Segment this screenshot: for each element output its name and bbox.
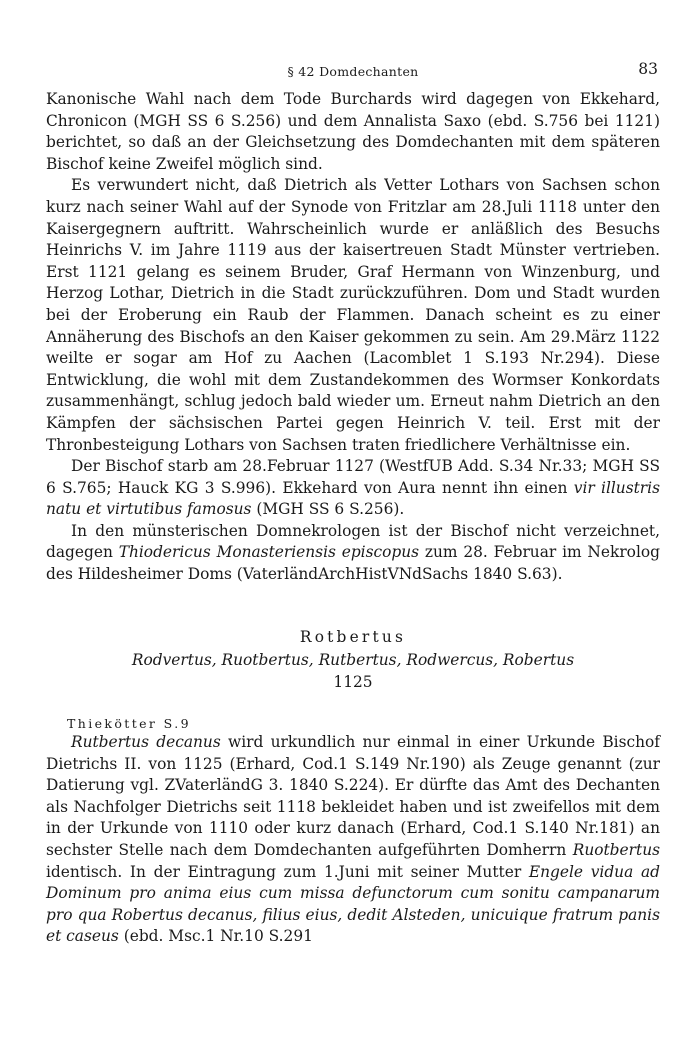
paragraph: [46, 521, 660, 586]
paragraph: [46, 89, 660, 175]
paragraph: [46, 456, 660, 521]
literature-citation: Thiekötter S.9: [67, 716, 191, 731]
section-body-text: [46, 732, 660, 948]
text-run: wird urkundlich nur einmal in einer Urkunde Bischof Dietrichs II. von 1125 (Erhard, Cod.1 S.149 Nr.190) als Zeuge genannt (zur Datierung vgl. ZVaterländG 3. 1840 S.224). Er dürfte das Amt des Dechanten als Nachfolger Dietrichs seit 1118 bekleidet haben und ist zweifellos mit dem in der Urkunde von 1110 oder kurz danach (Erhard, Cod.1 S.140 Nr.181) an sechster Stelle nach dem Domdechanten aufgeführten Domherrn: [46, 733, 660, 859]
italic-text-run: Engele vidua ad Dominum pro anima eius cum missa defunctorum cum sonitu campanarum pro qua Robertus decanus, filius eius, dedit Alsteden, unicuique fratrum panis et caseus: [46, 862, 660, 946]
text-run: (MGH SS 6 S.256).: [251, 500, 405, 519]
paragraph: [46, 175, 660, 456]
italic-text-run: Thiodericus Monasteriensis episcopus: [118, 543, 420, 562]
text-run: identisch. In der Eintragung zum 1.Juni mit seiner Mutter: [46, 862, 529, 881]
text-run: zum 28. Februar im Nekrolog des Hildesheimer Doms (VaterländArchHistVNdSachs 1840 S.63).: [46, 543, 660, 584]
text-run: (ebd. Msc.1 Nr.10 S.291: [118, 927, 313, 946]
text-run: Es verwundert nicht, daß Dietrich als Vetter Lothars von Sachsen schon kurz nach seiner Wahl auf der Synode von Fritzlar am 28.Juli 1118 unter den Kaisergegnern auftritt. Wahrscheinlich wurde er anläßlich des Besuchs Heinrichs V. im Jahre 1119 aus der kaisertreuen Stadt Münster vertrieben. Erst 1121 gelang es seinem Bruder, Graf Hermann von Winzenburg, und Herzog Lothar, Dietrich in die Stadt zurückzuführen. Dom und Stadt wurden bei der Eroberung ein Raub der Flammen. Danach scheint es zu einer Annäherung des Bischofs an den Kaiser gekommen zu sein. Am 29.März 1122 weilte er sogar am Hof zu Aachen (Lacomblet 1 S.193 Nr.294). Diese Entwicklung, die wohl mit dem Zustandekommen des Wormser Konkordats zusammenhängt, schlug jedoch bald wieder um. Erneut nahm Dietrich an den Kämpfen der sächsischen Partei gegen Heinrich V. teil. Erst mit der Thronbesteigung Lothars von Sachsen traten friedlichere Verhältnisse ein.: [46, 176, 660, 454]
italic-text-run: Ruotbertus: [572, 840, 660, 859]
name-variants: Rodvertus, Ruotbertus, Rutbertus, Rodwercus, Robertus: [131, 651, 575, 669]
italic-text-run: Rutbertus decanus: [71, 733, 221, 751]
section-title: Rotbertus: [299, 628, 407, 646]
italic-text-run: vir illustris natu et virtutibus famosus: [46, 478, 660, 519]
running-head: [46, 58, 660, 80]
body-text: [46, 89, 660, 586]
text-run: Der Bischof starb am 28.Februar 1127 (WestfUB Add. S.34 Nr.33; MGH SS 6 S.765; Hauck KG 3 S.996). Ekkehard von Aura nennt ihn einen: [46, 457, 660, 497]
text-run: In den münsterischen Domnekrologen ist der Bischof nicht verzeichnet, dagegen: [46, 521, 660, 562]
paragraph: [46, 732, 660, 948]
text-run: Kanonische Wahl nach dem Tode Burchards wird dagegen von Ekkehard, Chronicon (MGH SS 6 S.256) und dem Annalista Saxo (ebd. S.756 bei 1121) berichtet, so daß an der Gleichsetzung des Domdechanten mit dem späteren Bischof keine Zweifel möglich sind.: [46, 90, 660, 173]
section-year: 1125: [333, 673, 373, 691]
page-number: 83: [638, 60, 658, 78]
running-title: § 42 Domdechanten: [287, 64, 419, 79]
